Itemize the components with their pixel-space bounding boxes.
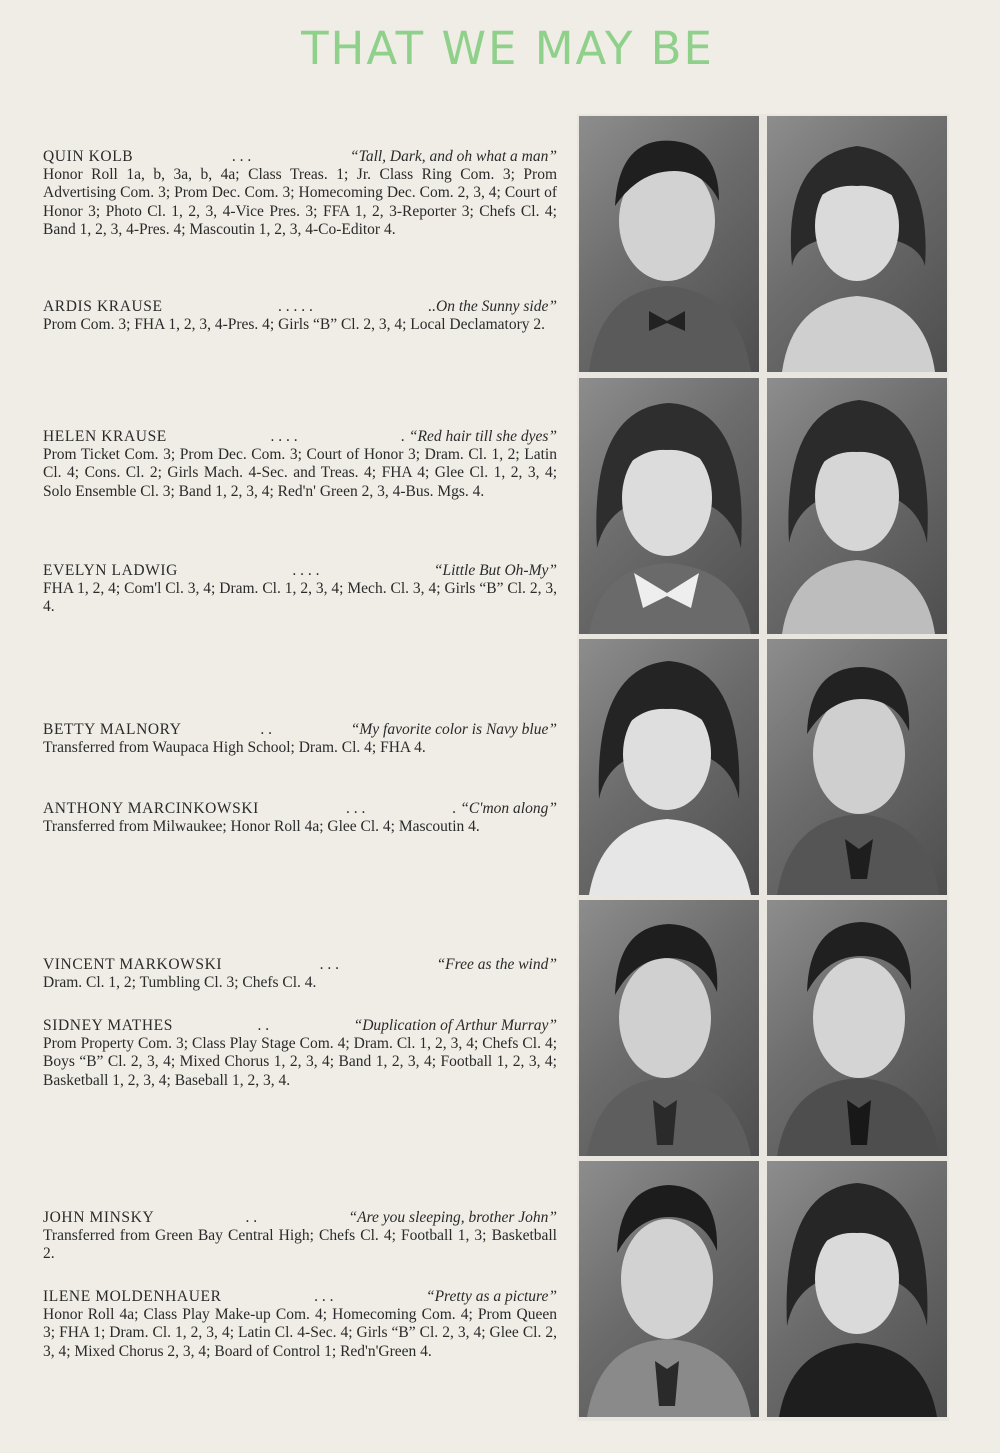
portrait-row-3 xyxy=(577,637,949,899)
student-activities: Transferred from Waupaca High School; Dram. Cl. 4; FHA 4. xyxy=(43,739,426,757)
senior-entry-ladwig xyxy=(43,562,557,617)
student-activities: Prom Property Com. 3; Class Play Stage Com. 4; Dram. Cl. 1, 2, 3, 4; Chefs Cl. 4; Boys “B” Cl. 2, 3, 4; Mixed Chorus 1, 2, 3, 4; Band 1, 2, 3, 4; Football 1, 2, 3, 4; Basketball 1, 2, 3, 4; Baseball 1, 2, 3, 4. xyxy=(43,1035,557,1089)
senior-entry-ardis-krause xyxy=(43,298,557,334)
senior-entry-minsky xyxy=(43,1209,557,1264)
portrait-row-1 xyxy=(577,114,949,376)
student-name: HELEN KRAUSE xyxy=(43,428,167,445)
student-motto: “Are you sleeping, brother John” xyxy=(348,1209,557,1226)
student-motto: . “C'mon along” xyxy=(452,800,557,817)
portrait-photo-markowski xyxy=(579,900,759,1156)
student-name: VINCENT MARKOWSKI xyxy=(43,956,223,973)
student-motto: “Free as the wind” xyxy=(436,956,557,973)
student-activities: Transferred from Green Bay Central High; Chefs Cl. 4; Football 1, 3; Basketball 2. xyxy=(43,1227,557,1263)
page-title: THAT WE MAY BE xyxy=(301,22,714,75)
student-motto: “Tall, Dark, and oh what a man” xyxy=(350,148,557,165)
leader-dots: . . . xyxy=(231,148,252,165)
student-motto: ..On the Sunny side” xyxy=(428,298,557,315)
leader-dots: . . . . . xyxy=(277,298,313,315)
student-motto: . “Red hair till she dyes” xyxy=(401,428,557,445)
senior-entry-kolb xyxy=(43,148,557,239)
portrait-photo-marcinkowski xyxy=(767,639,947,895)
student-name: QUIN KOLB xyxy=(43,148,134,165)
portrait-photo-ladwig xyxy=(767,378,947,634)
leader-dots: . . . xyxy=(314,1288,334,1305)
leader-dots: . . . xyxy=(346,800,366,817)
student-name: ARDIS KRAUSE xyxy=(43,298,163,315)
student-motto: “Pretty as a picture” xyxy=(425,1288,557,1305)
senior-entry-moldenhauer xyxy=(43,1288,557,1361)
student-activities: Dram. Cl. 1, 2; Tumbling Cl. 3; Chefs Cl. 4. xyxy=(43,974,317,992)
senior-entry-malnory xyxy=(43,721,557,757)
leader-dots: . . xyxy=(245,1209,258,1226)
portrait-photo-kolb xyxy=(579,116,759,372)
portrait-row-2 xyxy=(577,376,949,638)
portrait-row-5 xyxy=(577,1159,949,1421)
student-motto: “My favorite color is Navy blue” xyxy=(350,721,557,738)
student-activities: Transferred from Milwaukee; Honor Roll 4a; Glee Cl. 4; Mascoutin 4. xyxy=(43,818,480,836)
portrait-photo-ardis-krause xyxy=(767,116,947,372)
student-motto: “Duplication of Arthur Murray” xyxy=(353,1017,557,1034)
senior-entry-helen-krause xyxy=(43,428,557,501)
student-activities: Prom Ticket Com. 3; Prom Dec. Com. 3; Court of Honor 3; Dram. Cl. 1, 2; Latin Cl. 4; Cons. Cl. 2; Girls Mach. 4-Sec. and Treas. 4; FHA 4; Glee Cl. 1, 2, 3, 4; Solo Ensemble Cl. 3; Band 1, 2, 3, 4; Red'n' Green 2, 3, 4-Bus. Mgs. 4. xyxy=(43,446,557,500)
student-motto: “Little But Oh-My” xyxy=(433,562,557,579)
student-name: EVELYN LADWIG xyxy=(43,562,178,579)
student-activities: FHA 1, 2, 4; Com'l Cl. 3, 4; Dram. Cl. 1, 2, 3, 4; Mech. Cl. 3, 4; Girls “B” Cl. 2, 3, 4. xyxy=(43,580,557,616)
student-name: JOHN MINSKY xyxy=(43,1209,155,1226)
leader-dots: . . xyxy=(260,721,272,738)
leader-dots: . . . . xyxy=(292,562,320,579)
student-name: ILENE MOLDENHAUER xyxy=(43,1288,222,1305)
portrait-row-4 xyxy=(577,898,949,1160)
portrait-photo-helen-krause xyxy=(579,378,759,634)
portrait-photo-mathes xyxy=(767,900,947,1156)
student-activities: Honor Roll 1a, b, 3a, b, 4a; Class Treas. 1; Jr. Class Ring Com. 3; Prom Advertising Com. 3; Prom Dec. Com. 3; Homecoming Dec. Com. 2, 3, 4; Court of Honor 3; Photo Cl. 1, 2, 3, 4-Vice Pres. 3; FFA 1, 2, 3-Reporter 3; Chefs Cl. 4; Band 1, 2, 3, 4-Pres. 4; Mascoutin 1, 2, 3, 4-Co-Editor 4. xyxy=(43,166,557,238)
student-name: ANTHONY MARCINKOWSKI xyxy=(43,800,259,817)
leader-dots: . . . xyxy=(319,956,340,973)
portrait-photo-malnory xyxy=(579,639,759,895)
senior-entry-marcinkowski xyxy=(43,800,557,836)
leader-dots: . . . . xyxy=(270,428,298,445)
portrait-photo-minsky xyxy=(579,1161,759,1417)
student-name: SIDNEY MATHES xyxy=(43,1017,173,1034)
student-activities: Honor Roll 4a; Class Play Make-up Com. 4; Homecoming Com. 4; Prom Queen 3; FHA 1; Dram. Cl. 1, 2, 3, 4; Latin Cl. 4-Sec. 4; Girls “B” Cl. 2, 3, 4; Glee Cl. 2, 3, 4; Mixed Chorus 2, 3, 4; Board of Control 1; Red'n'Green 4. xyxy=(43,1306,557,1360)
senior-entry-mathes xyxy=(43,1017,557,1090)
student-name: BETTY MALNORY xyxy=(43,721,182,738)
leader-dots: . . xyxy=(257,1017,270,1034)
student-activities: Prom Com. 3; FHA 1, 2, 3, 4-Pres. 4; Girls “B” Cl. 2, 3, 4; Local Declamatory 2. xyxy=(43,316,545,334)
portrait-photo-moldenhauer xyxy=(767,1161,947,1417)
senior-entry-markowski xyxy=(43,956,557,992)
